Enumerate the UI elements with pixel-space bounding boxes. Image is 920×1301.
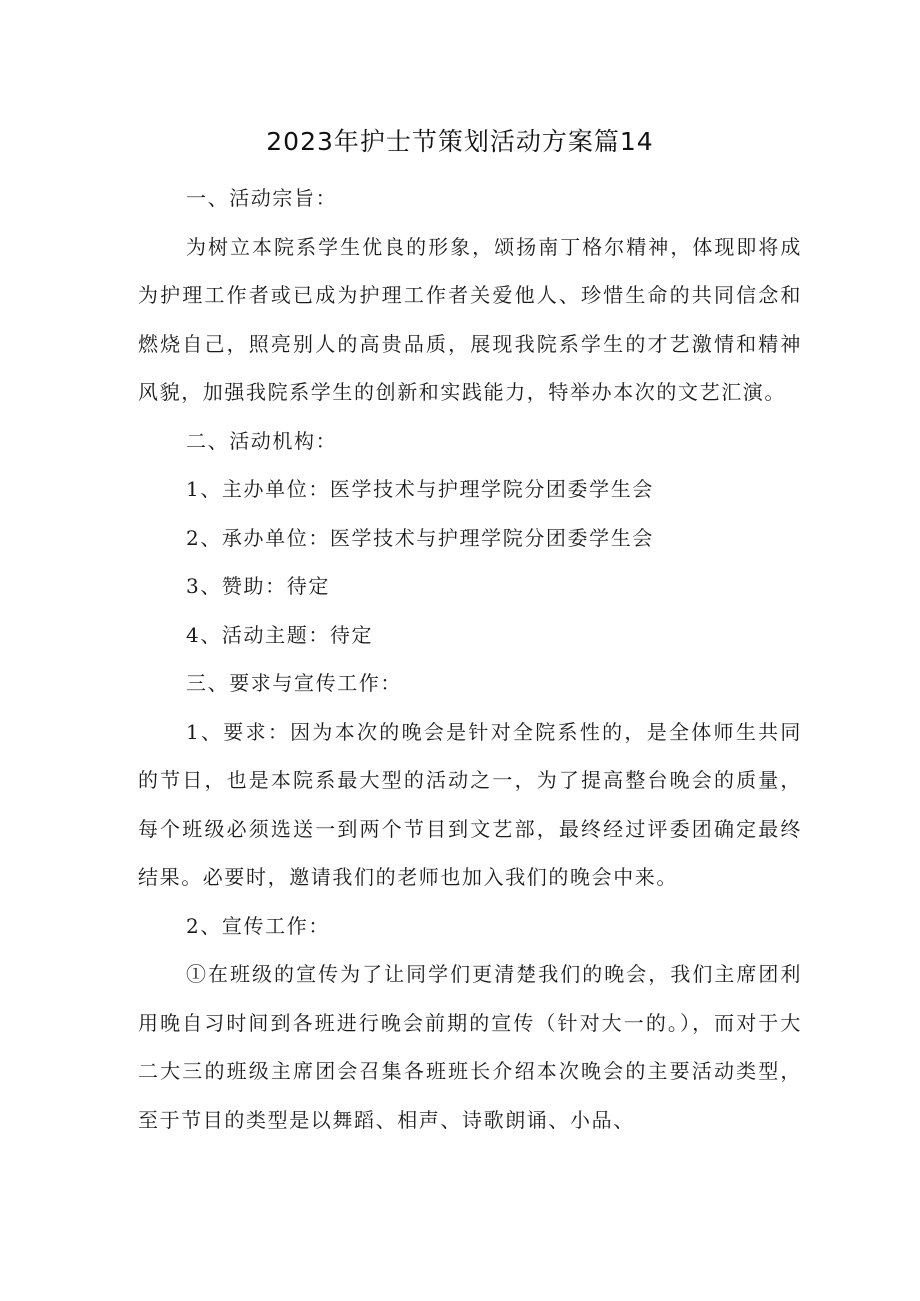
list-item: 2、承办单位：医学技术与护理学院分团委学生会: [186, 525, 654, 550]
paragraph: ①在班级的宣传为了让同学们更清楚我们的晚会，我们主席团利用晚自习时间到各班进行晚会前期的宣传（针对大一的。），而对于大二大三的班级主席团会召集各班班长介绍本次晚会的主要活动类型，至于节目的类型是以舞蹈、相声、诗歌朗诵、小品、: [138, 962, 802, 1132]
list-item: 2、宣传工作：: [186, 913, 330, 938]
section-heading: 二、活动机构：: [186, 428, 338, 453]
document-title: 2023年护士节策划活动方案篇14: [266, 127, 654, 156]
list-item: 3、赞助：待定: [186, 574, 330, 598]
section-heading: 一、活动宗旨：: [186, 186, 338, 210]
paragraph: 为树立本院系学生优良的形象，颂扬南丁格尔精神，体现即将成为护理工作者或已成为护理工作者关爱他人、珍惜生命的共同信念和燃烧自己，照亮别人的高贵品质，展现我院系学生的才艺激情和精神风貌，加强我院系学生的创新和实践能力，特举办本次的文艺汇演。: [138, 234, 802, 404]
list-item: 4、活动主题：待定: [186, 622, 374, 647]
list-item: 1、主办单位：医学技术与护理学院分团委学生会: [186, 477, 654, 501]
document-body: [138, 174, 802, 1144]
section-heading: 三、要求与宣传工作：: [186, 671, 402, 695]
paragraph: 1、要求：因为本次的晚会是针对全院系性的，是全体师生共同的节日，也是本院系最大型的活动之一，为了提高整台晚会的质量，每个班级必须选送一到两个节目到文艺部，最终经过评委团确定最终结果。必要时，邀请我们的老师也加入我们的晚会中来。: [138, 719, 802, 889]
